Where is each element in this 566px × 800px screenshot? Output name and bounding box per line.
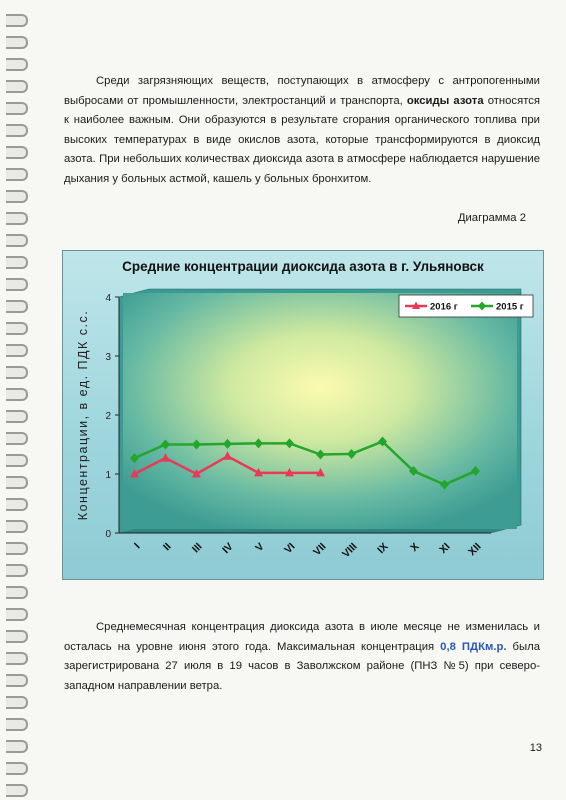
paragraph-intro-text: Среди загрязняющих веществ, поступающих в атмосферу с антропогенными выбросами от промышленности, электростанций и транспорта,	[64, 75, 540, 107]
binding-ring	[6, 234, 28, 247]
chart-title: Средние концентрации диоксида азота в г. Ульяновск	[122, 259, 484, 274]
binding-ring	[6, 36, 28, 49]
paragraph-summary	[64, 618, 540, 696]
binding-ring	[6, 586, 28, 599]
x-tick-label: X	[408, 540, 422, 555]
spiral-binding	[0, 0, 34, 800]
page-number: 13	[529, 742, 542, 754]
x-tick-label: IV	[220, 540, 236, 557]
x-tick-label: V	[253, 540, 267, 555]
x-tick-label: I	[132, 540, 143, 552]
binding-ring	[6, 344, 28, 357]
binding-ring	[6, 432, 28, 445]
x-tick-label: VII	[311, 540, 329, 559]
binding-ring	[6, 14, 28, 27]
binding-ring	[6, 212, 28, 225]
binding-ring	[6, 740, 28, 753]
x-tick-label: IX	[375, 540, 391, 557]
binding-ring	[6, 124, 28, 137]
binding-ring	[6, 564, 28, 577]
binding-ring	[6, 322, 28, 335]
diagram-label: Диаграмма 2	[457, 212, 526, 224]
paragraph-intro-text-end: относятся к наиболее важным. Они образуются в результате сгорания органического топлива при высоких температурах в виде окислов азота, которые трансформируются в диоксид азота. При небольших количествах диоксида азота в атмосфере наблюдается нарушение дыхания у больных астмой, кашель у больных бронхитом.	[64, 94, 541, 185]
binding-ring	[6, 630, 28, 643]
binding-ring	[6, 256, 28, 269]
x-tick-label: XI	[437, 540, 453, 557]
y-tick-label: 4	[105, 293, 111, 304]
binding-ring	[6, 652, 28, 665]
legend-label: 2016 г	[430, 301, 458, 313]
paragraph-summary-text: Среднемесячная концентрация диоксида азота в июле месяце не изменилась и осталась на уровне июня этого года. Максимальная концентрация	[64, 621, 540, 653]
binding-ring	[6, 608, 28, 621]
binding-ring	[6, 80, 28, 93]
binding-ring	[6, 718, 28, 731]
binding-ring	[6, 696, 28, 709]
binding-ring	[6, 168, 28, 181]
y-axis-label: Концентрации, в ед. ПДК с.с.	[76, 309, 90, 521]
y-tick-label: 0	[105, 529, 111, 540]
binding-ring	[6, 454, 28, 467]
plot-area	[123, 293, 517, 529]
x-tick-label: VI	[282, 540, 298, 557]
binding-ring	[6, 388, 28, 401]
x-tick-label: XII	[466, 540, 484, 559]
binding-ring	[6, 410, 28, 423]
binding-ring	[6, 498, 28, 511]
y-tick-label: 2	[105, 411, 111, 422]
binding-ring	[6, 366, 28, 379]
paragraph-summary-text-end: была зарегистрирована 27 июля в 19 часов в Заволжском районе (ПНЗ №5) при северо-западном направлении ветра.	[64, 640, 540, 692]
y-tick-label: 1	[105, 470, 111, 481]
paragraph-intro-bold: оксиды азота	[406, 94, 484, 107]
binding-ring	[6, 674, 28, 687]
binding-ring	[6, 542, 28, 555]
binding-ring	[6, 146, 28, 159]
binding-ring	[6, 476, 28, 489]
binding-ring	[6, 190, 28, 203]
max-concentration-value: 0,8 ПДКм.р.	[440, 640, 507, 653]
x-tick-label: III	[189, 540, 205, 556]
x-tick-label: II	[161, 540, 174, 554]
binding-ring	[6, 784, 28, 797]
binding-ring	[6, 278, 28, 291]
binding-ring	[6, 300, 28, 313]
binding-ring	[6, 102, 28, 115]
binding-ring	[6, 520, 28, 533]
legend-label: 2015 г	[496, 301, 524, 313]
binding-ring	[6, 58, 28, 71]
line-chart	[63, 251, 543, 579]
paragraph-intro	[64, 72, 540, 189]
chart-container	[62, 250, 544, 580]
binding-ring	[6, 762, 28, 775]
y-tick-label: 3	[105, 352, 111, 363]
x-tick-label: VIII	[339, 540, 360, 561]
